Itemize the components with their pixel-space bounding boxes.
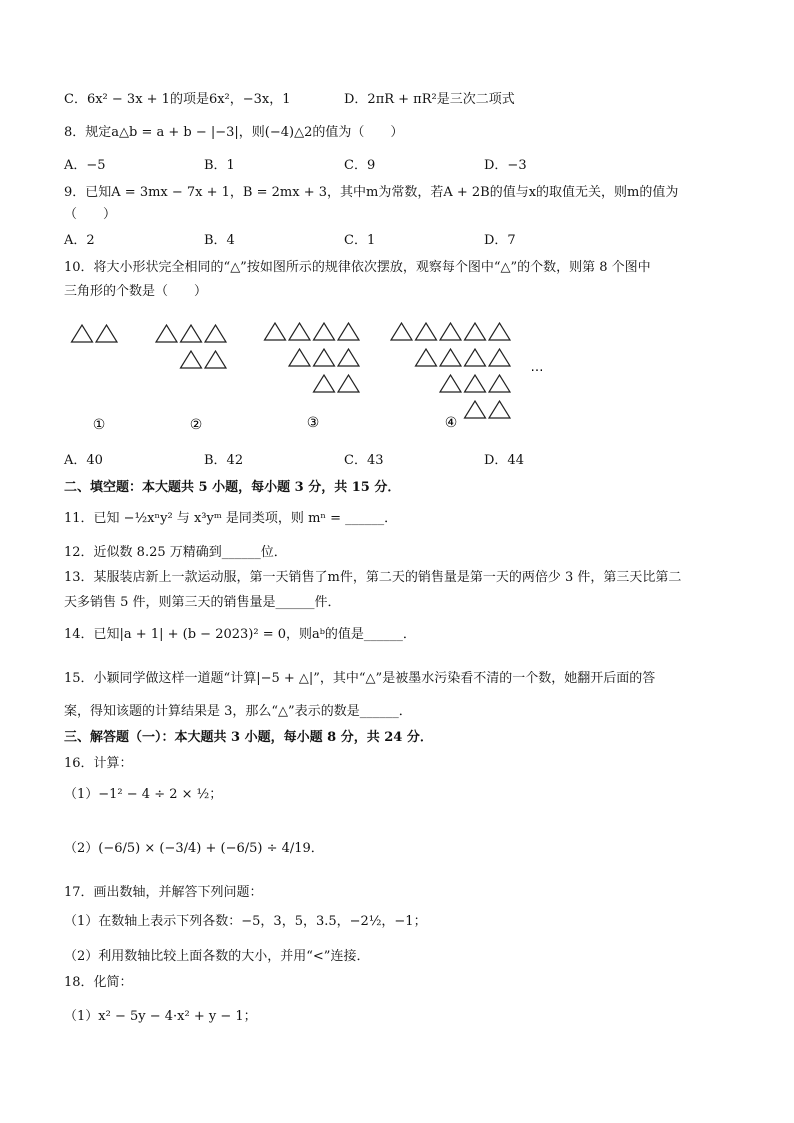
section-2-heading: 二、填空题：本大题共 5 小题，每小题 3 分，共 15 分．	[64, 480, 401, 495]
section-3-heading: 三、解答题（一）：本大题共 3 小题，每小题 8 分，共 24 分．	[64, 730, 433, 745]
q17-part2: （2）利用数轴比较上面各数的大小，并用“<”连接．	[64, 949, 370, 964]
q9-option-d: D．7	[484, 233, 516, 248]
triangle-fig4-row3-1	[440, 375, 461, 392]
triangle-fig2-row2-2	[205, 351, 226, 368]
q10-option-d: D．44	[484, 453, 524, 468]
triangle-patterns	[72, 323, 511, 418]
q15-line1: 15．小颖同学做这样一道题“计算|−5 + △|”，其中“△”是被墨水污染看不清的一个数，她翻开后面的答	[64, 671, 656, 686]
triangle-fig3-row1-4	[338, 323, 359, 340]
q8-stem: 8．规定a△b = a + b − |−3|，则(−4)△2的值为（ ）	[64, 125, 404, 140]
q7-option-d: D．2πR + πR²是三次二项式	[344, 92, 515, 107]
q9-answer-paren: （ ）	[64, 207, 117, 222]
q10-option-b: B．42	[204, 453, 244, 468]
q9-option-c: C．1	[344, 233, 376, 248]
figure-label-3: ③	[306, 415, 320, 431]
q7-option-c: C．6x² − 3x + 1的项是6x²，−3x，1	[64, 92, 291, 107]
q16-part1: （1）−1² − 4 ÷ 2 × ½；	[64, 787, 223, 802]
triangle-fig4-row1-1	[391, 323, 412, 340]
q18-part1: （1）x² − 5y − 4·x² + y − 1；	[64, 1009, 257, 1024]
q10-stem-line1: 10．将大小形状完全相同的“△”按如图所示的规律依次摆放，观察每个图中“△”的个数，则第 8 个图中	[64, 260, 651, 275]
triangle-fig1-row1-2	[96, 325, 117, 342]
figure-label-1: ①	[92, 417, 106, 433]
triangle-fig2-row1-2	[181, 325, 202, 342]
triangle-fig3-row1-1	[265, 323, 286, 340]
triangle-fig4-row1-2	[416, 323, 437, 340]
q8-options	[64, 157, 754, 175]
triangle-fig1-row1-1	[72, 325, 93, 342]
q15-line2: 案，得知该题的计算结果是 3，那么“△”表示的数是______．	[64, 704, 412, 719]
triangle-fig4-row1-5	[489, 323, 510, 340]
q13-line1: 13．某服装店新上一款运动服，第一天销售了m件，第二天的销售量是第一天的两倍少 3 件，第三天比第二	[64, 570, 682, 585]
q9-stem: 9．已知A = 3mx − 7x + 1，B = 2mx + 3，其中m为常数，若A + 2B的值与x的取值无关，则m的值为	[64, 185, 679, 200]
triangle-fig4-row3-2	[465, 375, 486, 392]
triangle-fig3-row3-2	[338, 375, 359, 392]
triangle-fig2-row1-1	[156, 325, 177, 342]
triangle-fig4-row1-4	[465, 323, 486, 340]
q9-option-b: B．4	[204, 233, 235, 248]
q9-options	[64, 232, 754, 250]
q10-stem-line2: 三角形的个数是（ ）	[64, 284, 208, 299]
triangle-fig3-row2-2	[314, 349, 335, 366]
q8-option-b: B．1	[204, 158, 235, 173]
triangle-fig2-row2-1	[181, 351, 202, 368]
q8-option-d: D．−3	[484, 158, 527, 173]
triangle-fig2-row1-3	[205, 325, 226, 342]
q9-option-a: A．2	[64, 233, 95, 248]
q10-option-c: C．43	[344, 453, 384, 468]
triangle-fig3-row2-3	[338, 349, 359, 366]
q10-option-a: A．40	[64, 453, 103, 468]
triangle-fig4-row2-1	[416, 349, 437, 366]
triangle-fig4-row4-2	[489, 401, 510, 418]
q12: 12．近似数 8.25 万精确到______位．	[64, 545, 287, 560]
q17-title: 17．画出数轴，并解答下列问题：	[64, 885, 263, 900]
figure-label-2: ②	[189, 417, 203, 433]
q17-part1: （1）在数轴上表示下列各数：−5，3，5，3.5，−2½，−1；	[64, 914, 427, 929]
triangle-fig4-row2-3	[465, 349, 486, 366]
q8-option-a: A．−5	[64, 158, 106, 173]
triangle-fig3-row1-3	[314, 323, 335, 340]
q16-title: 16．计算：	[64, 756, 133, 771]
triangle-fig3-row3-1	[314, 375, 335, 392]
triangle-fig3-row2-1	[289, 349, 310, 366]
q18-title: 18．化简：	[64, 975, 133, 990]
q10-triangle-figure	[0, 315, 794, 455]
triangle-fig4-row1-3	[440, 323, 461, 340]
triangle-fig4-row2-2	[440, 349, 461, 366]
q11: 11．已知 −½xⁿy² 与 x³yᵐ 是同类项，则 mⁿ = ______．	[64, 511, 398, 526]
q16-part2: （2）(−6/5) × (−3/4) + (−6/5) ÷ 4/19．	[64, 841, 324, 856]
q7-options-row	[64, 91, 754, 109]
q8-option-c: C．9	[344, 158, 376, 173]
figure-label-4: ④	[444, 415, 458, 431]
q14: 14．已知|a + 1| + (b − 2023)² = 0，则aᵇ的值是______．	[64, 627, 416, 642]
triangle-fig4-row3-3	[489, 375, 510, 392]
triangle-fig3-row1-2	[289, 323, 310, 340]
continuation-ellipsis: …	[530, 360, 544, 375]
q10-options	[64, 452, 754, 470]
triangle-fig4-row2-4	[489, 349, 510, 366]
q13-line2: 天多销售 5 件，则第三天的销售量是______件．	[64, 595, 341, 610]
triangle-fig4-row4-1	[465, 401, 486, 418]
